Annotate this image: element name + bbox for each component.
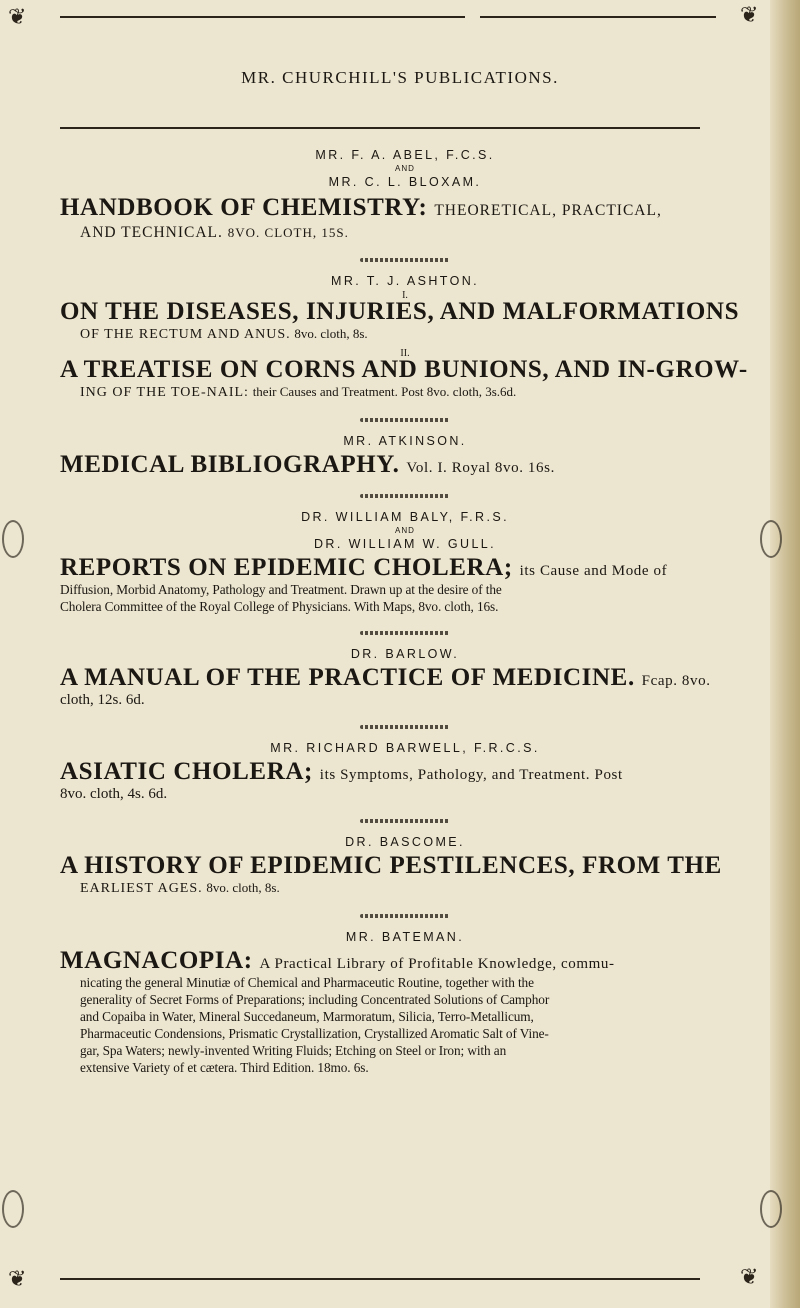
title: ASIATIC CHOLERA;: [60, 758, 313, 785]
details: 8vo. cloth, 4s. 6d.: [60, 786, 168, 802]
subtitle: EARLIEST AGES.: [80, 881, 203, 896]
title-second-line: AND TECHNICAL.: [80, 224, 223, 241]
left-flourish-lower: [2, 1190, 24, 1228]
title: ON THE DISEASES, INJURIES, AND MALFORMATIONS: [60, 298, 740, 325]
details: 8vo. cloth, 8s.: [206, 880, 280, 895]
details: generality of Secret Forms of Preparations; including Concentrated Solutions of Camphor: [80, 992, 550, 1007]
author: MR. RICHARD BARWELL, F.R.C.S.: [270, 741, 540, 755]
conjunction: AND: [395, 164, 415, 173]
title: A MANUAL OF THE PRACTICE OF MEDICINE.: [60, 664, 635, 691]
separator: [360, 418, 450, 422]
details: extensive Variety of et cætera. Third Edition. 18mo. 6s.: [80, 1060, 369, 1075]
separator: [360, 494, 450, 498]
entry-barwell: [60, 741, 750, 823]
subtitle: ING OF THE TOE-NAIL:: [80, 385, 249, 400]
title-line: [60, 452, 750, 478]
details: and Copaiba in Water, Mineral Succedaneum, Marmoratum, Silicia, Terro-Metallicum,: [80, 1009, 534, 1024]
top-rule-1: [60, 16, 465, 18]
corner-ornament-top-right: ❦: [740, 2, 759, 27]
author: MR. T. J. ASHTON.: [331, 274, 479, 288]
title: REPORTS ON EPIDEMIC CHOLERA;: [60, 554, 513, 581]
author: MR. F. A. ABEL, F.C.S.: [315, 148, 495, 162]
right-flourish-lower: [760, 1190, 782, 1228]
details: Cholera Committee of the Royal College of Physicians. With Maps, 8vo. cloth, 16s.: [60, 599, 499, 614]
author: DR. BASCOME.: [345, 835, 465, 849]
title-continued: THEORETICAL, PRACTICAL,: [434, 202, 662, 219]
running-head: MR. CHURCHILL'S PUBLICATIONS.: [241, 68, 559, 87]
title: A HISTORY OF EPIDEMIC PESTILENCES, FROM THE: [60, 852, 722, 879]
corner-ornament-top-left: ❦: [8, 4, 27, 29]
corner-ornament-bottom-right: ❦: [740, 1264, 759, 1289]
conjunction: AND: [395, 526, 415, 535]
subtitle-line: [80, 383, 750, 402]
title: MEDICAL BIBLIOGRAPHY.: [60, 451, 400, 478]
subtitle-line: [80, 325, 750, 344]
entry-bascome: [60, 835, 750, 918]
top-rule-2: [480, 16, 716, 18]
title: HANDBOOK OF CHEMISTRY:: [60, 194, 428, 221]
entry-ashton: [60, 274, 750, 422]
right-flourish: [760, 520, 782, 558]
details: its Symptoms, Pathology, and Treatment. Post: [319, 767, 623, 783]
details: Vol. I. Royal 8vo. 16s.: [406, 460, 555, 476]
details: Fcap. 8vo.: [641, 673, 711, 689]
separator: [360, 914, 450, 918]
corner-ornament-bottom-left: ❦: [8, 1266, 27, 1291]
item-number: II.: [400, 348, 410, 359]
author: DR. WILLIAM W. GULL.: [313, 537, 497, 551]
details: nicating the general Minutiæ of Chemical and Pharmaceutic Routine, together with the: [80, 975, 534, 990]
title-line: [60, 555, 750, 581]
author: DR. WILLIAM BALY, F.R.S.: [301, 510, 509, 524]
separator: [360, 725, 450, 729]
details: A Practical Library of Profitable Knowledge, commu-: [259, 956, 615, 972]
details: cloth, 12s. 6d.: [60, 692, 145, 708]
entry-bateman: [60, 930, 750, 1076]
separator: [360, 258, 450, 262]
entry-atkinson: [60, 434, 750, 498]
title: A TREATISE ON CORNS AND BUNIONS, AND IN-GROW-: [60, 356, 748, 383]
details: 8VO. CLOTH, 15S.: [227, 225, 349, 240]
entry-barlow: [60, 647, 750, 729]
separator: [360, 819, 450, 823]
entries: [60, 120, 750, 1076]
details: Pharmaceutic Condensions, Prismatic Crystallization, Crystallized Aromatic Salt of Vine-: [80, 1026, 549, 1041]
title-line: [60, 665, 750, 691]
subtitle-line: [80, 879, 750, 898]
subtitle: OF THE RECTUM AND ANUS.: [80, 327, 291, 342]
author: MR. BATEMAN.: [345, 930, 465, 944]
details: gar, Spa Waters; newly-invented Writing Fluids; Etching on Steel or Iron; with an: [80, 1043, 507, 1058]
details: its Cause and Mode of: [519, 563, 668, 579]
title: MAGNACOPIA:: [60, 947, 253, 974]
entry-abel-bloxam: [60, 148, 750, 262]
details: their Causes and Treatment. Post 8vo. cloth, 3s.6d.: [252, 384, 517, 399]
details: 8vo. cloth, 8s.: [294, 326, 368, 341]
left-flourish: [2, 520, 24, 558]
separator: [360, 631, 450, 635]
details: Diffusion, Morbid Anatomy, Pathology and Treatment. Drawn up at the desire of the: [60, 582, 502, 597]
entry-baly-gull: [60, 510, 750, 635]
author: MR. ATKINSON.: [343, 434, 467, 448]
title-line-2: [80, 224, 750, 242]
bottom-rule: [60, 1278, 700, 1280]
author: DR. BARLOW.: [350, 647, 460, 661]
item-number: I.: [402, 290, 408, 301]
title-line: [60, 759, 750, 785]
author: MR. C. L. BLOXAM.: [328, 175, 482, 189]
title-line: [60, 195, 750, 224]
title-line: [60, 948, 750, 974]
